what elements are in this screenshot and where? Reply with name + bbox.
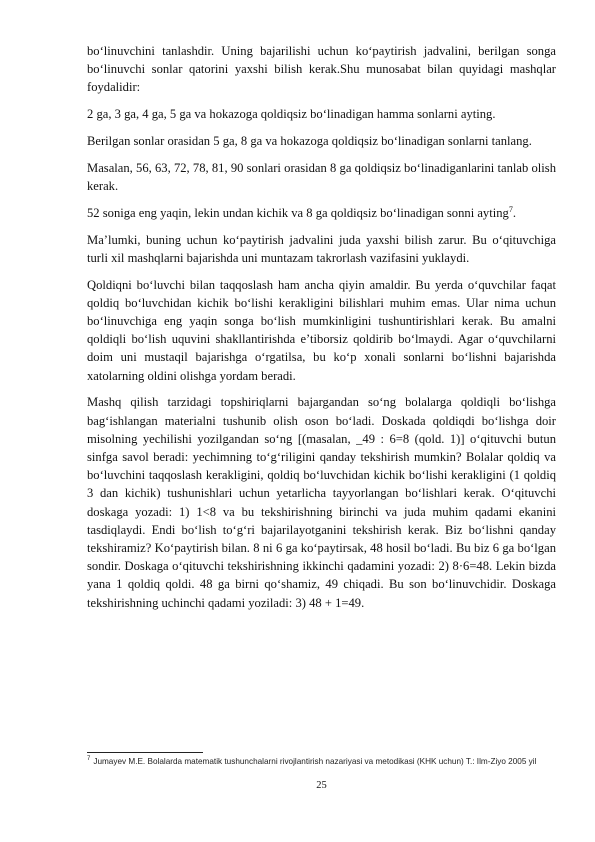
paragraph-end: . (512, 205, 516, 220)
paragraph-with-footnote (87, 204, 556, 222)
footnote-divider (87, 752, 203, 753)
paragraph: Mashq qilish tarzidagi topshiriqlarni bajargandan so‘ng bolalarga qoldiqli bo‘lishga bag‘ishlangan materialni tushunib olish oson bo‘ladi. Doskada qoldiqdi bo‘lishga doir misolning yechilishi yozilgandan so‘ng [(masalan, _49 : 6=8 (qold. 1)] o‘qituvchi butun sinfga savol beradi: yechimning to‘g‘riligini qanday tekshirish mumkin? Bolalar qoldiq va bo‘luvchini taqqoslash kerakligini, qoldiq bo‘luvchidan kichik bo‘lishi kerakligini (1 qoldiq 3 dan kichik) tushunishlari uchun yetarlicha tayyorlangan bo‘lishlari kerak. O‘qituvchi doskaga yozadi: 1) 1<8 va bu tekshirishning birinchi va juda muhim qadami ekanini tasdiqlaydi. Endi bo‘lish to‘g‘ri bajarilayotganini tekshirish kerak. Biz bo‘lishni qanday tekshiramiz? Ko‘paytirish bilan. 8 ni 6 ga ko‘paytirsak, 48 hosil bo‘ladi. Bu biz 6 ga bo‘lgan sondir. Doskaga o‘qituvchi tekshirishning ikkinchi qadamini yozadi: 2) 8·6=48. Lekin bizda yana 1 qoldiq qoldi. 48 ga birni qo‘shamiz, 49 chiqadi. Bu son bo‘linuvchidir. Doskaga tekshirishning uchinchi qadami yoziladi: 3) 48 + 1=49. (87, 395, 556, 610)
paragraph-text: 52 soniga eng yaqin, lekin undan kichik va 8 ga qoldiqsiz bo‘linadigan sonni ayting (87, 205, 509, 220)
paragraph: Masalan, 56, 63, 72, 78, 81, 90 sonlari orasidan 8 ga qoldiqsiz bo‘linadiganlarini tanlab olish kerak. (87, 160, 556, 193)
page-number: 25 (316, 780, 327, 791)
paragraph: Ma’lumki, buning uchun ko‘paytirish jadvalini juda yaxshi bilish zarur. Bu o‘qituvchiga turli xil mashqlarni bajarishda uni muntazam takrorlash vazifasini yuklaydi. (87, 232, 556, 265)
paragraph: Qoldiqni bo‘luvchi bilan taqqoslash ham ancha qiyin amaldir. Bu yerda o‘quvchilar faqat qoldiq bo‘luvchidan kichik bo‘lishi kerakligini bilishlari muhim emas. Ular nima uchun bo‘linuvchiga eng yaqin songa bo‘lish mumkinligini tushuntirishlari kerak. Bu amalni qoldiqli bo‘lish uquvini shakllantirishda e’tiborsiz qoldirib bo‘lmaydi. Agar o‘quvchilarni doim uni mustaqil bajarishga o‘rgatilsa, bu ko‘p xonali sonlarni bo‘lishni bajarishda xatolarning oldini olishga yordam beradi. (87, 277, 556, 383)
footnote-reference[interactable]: 7 (508, 204, 513, 214)
footnote-marker: 7 (87, 756, 91, 763)
footnote-text: Jumayev M.E. Bolalarda matematik tushunchalarni rivojlantirish nazariyasi va metodikasi (KHK uchun) T.: Ilm-Ziyo 2005 yil (93, 757, 537, 766)
footnote (87, 756, 557, 768)
body-text (87, 42, 556, 620)
paragraph: Berilgan sonlar orasidan 5 ga, 8 ga va hokazoga qoldiqsiz bo‘linadigan sonlarni tanlang. (87, 134, 532, 148)
paragraph: 2 ga, 3 ga, 4 ga, 5 ga va hokazoga qoldiqsiz bo‘linadigan hamma sonlarni ayting. (87, 107, 496, 122)
paragraph: bo‘linuvchini tanlashdir. Uning bajarilishi uchun ko‘paytirish jadvalini, berilgan songa bo‘linuvchi sonlar qatorini yaxshi bilish kerak.Shu munosabat bilan quyidagi mashqlar foydalidir: (87, 44, 556, 95)
